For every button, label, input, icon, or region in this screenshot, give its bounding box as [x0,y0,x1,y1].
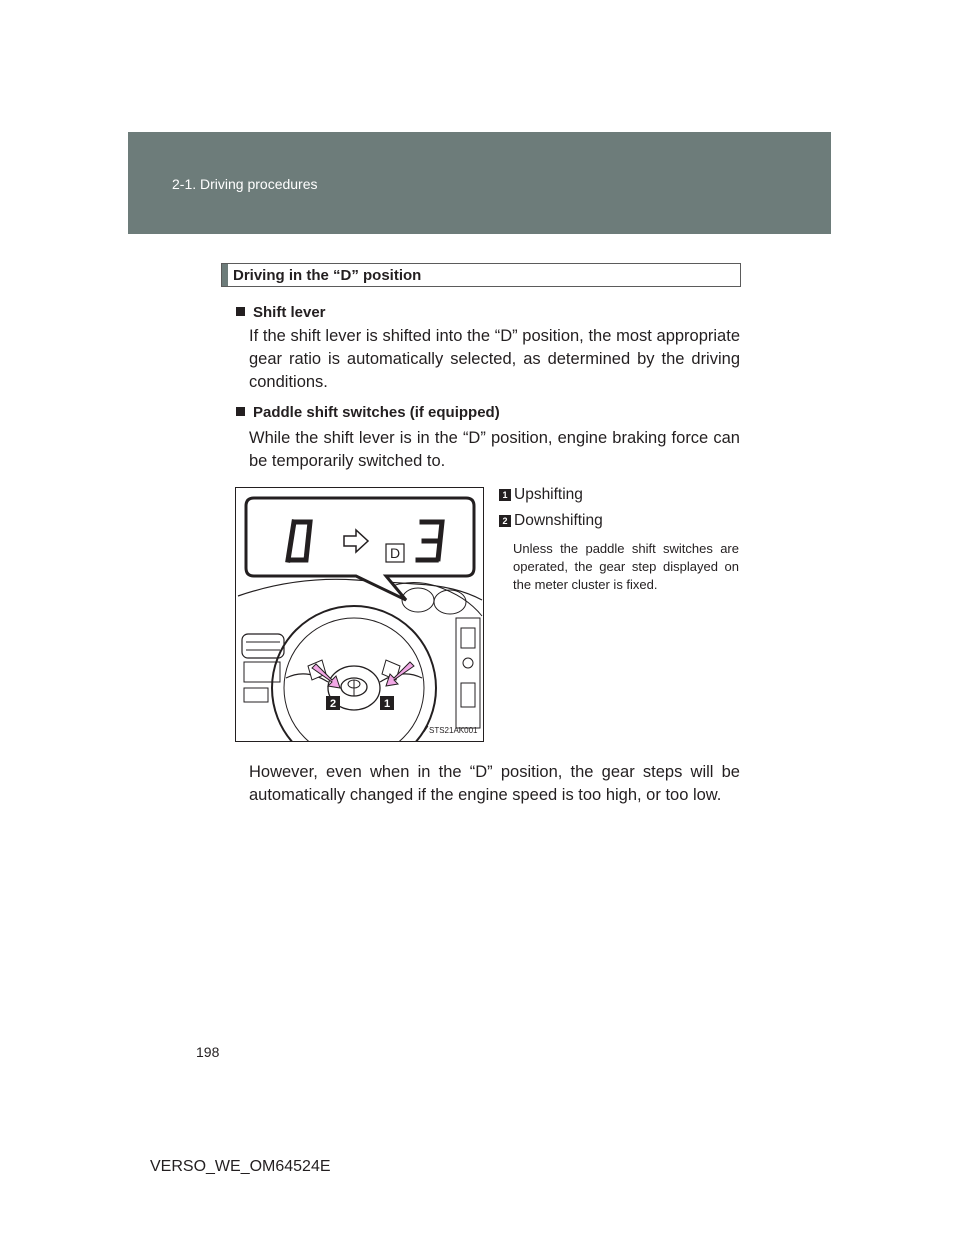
steering-wheel-illustration [235,487,484,742]
shift-lever-paragraph: If the shift lever is shifted into the “D” position, the most appropriate gear ratio is automatically selected, as determined by the driving conditions. [249,327,740,391]
bullet-square-icon [236,307,245,316]
legend-item-upshifting [499,486,583,504]
bullet-square-icon [236,407,245,416]
section-heading-bar [222,264,228,286]
page-number: 198 [196,1044,220,1060]
display-gear-right: 3 [428,588,429,589]
display-box-gear: D [389,545,401,561]
header-title: 2-1. Driving procedures [172,176,318,192]
figure-code: STS21AK001 [429,726,478,735]
legend-number: 2 [499,515,511,527]
legend-number: 1 [499,489,511,501]
callout-number-1: 1 [383,698,391,710]
bullet-heading-shift-lever: Shift lever [236,304,326,321]
display-gear-left: D [298,588,299,589]
page-header [128,132,831,234]
footer-code: VERSO_WE_OM64524E [150,1158,331,1175]
section-heading [221,263,741,287]
section-title: Driving in the “D” position [233,267,422,284]
callout-number-2: 2 [329,698,337,710]
paddle-shift-paragraph: While the shift lever is in the “D” position, engine braking force can be temporarily switched to. [249,429,740,470]
legend-item-downshifting [499,512,603,530]
legend-label: Downshifting [514,512,603,529]
legend-label: Upshifting [514,486,583,503]
note-paragraph: Unless the paddle shift switches are operated, the gear step displayed on the meter cluster is fixed. [513,541,739,592]
closing-paragraph: However, even when in the “D” position, the gear steps will be automatically changed if the engine speed is too high, or too low. [249,763,740,804]
bullet-heading-paddle-shift: Paddle shift switches (if equipped) [236,404,500,421]
